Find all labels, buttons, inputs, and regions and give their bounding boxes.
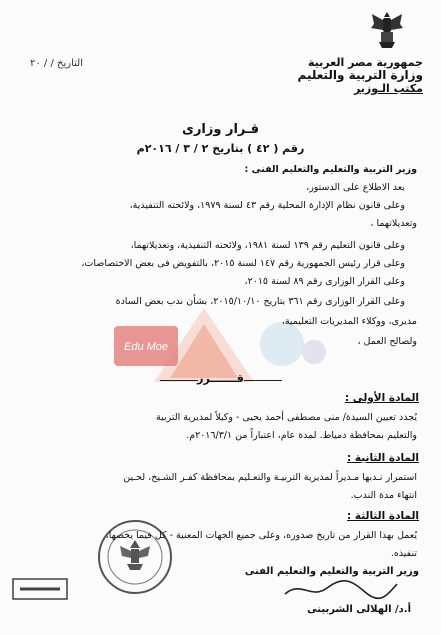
- signatory-name: أ.د/ الهلالى الشربينى: [307, 604, 411, 615]
- preamble-line: وعلى القرار الوزارى رقم ٣٦١ بتاريخ ٢٠١٥/١٠/١٠، بشأن ندب بعض السادة: [115, 296, 405, 307]
- signature-title: وزير التربية والتعليم والتعليم الفنى: [244, 566, 419, 577]
- article-title: المادة الأولى :: [344, 392, 419, 404]
- decree-number: رقم ( ٤٢ ) بتاريخ ٢ / ٣ / ٢٠١٦م: [136, 142, 305, 155]
- preamble-line: بعد الاطلاع على الدستور،: [306, 182, 405, 193]
- preamble-line: وعلى قانون نظام الإدارة المحلية رقم ٤٣ لسنة ١٩٧٩، ولائحته التنفيذية،: [129, 200, 405, 211]
- article-title: المادة الثالثة :: [347, 510, 419, 522]
- preamble-line: مديرى، ووكلاء المديريات التعليمية،: [281, 316, 417, 327]
- ministry-header: [298, 56, 423, 95]
- preamble-line: وعلى القرار الوزارى رقم ٨٩ لسنة ٢٠١٥،: [244, 276, 405, 287]
- article-line: انتهاء مدة الندب.: [350, 490, 417, 501]
- date-placeholder: التاريخ / / ٢٠: [30, 58, 83, 69]
- republic-label: جمهورية مصر العربية: [308, 56, 423, 69]
- article-line: يُجدد تعيين السيدة/ منى مصطفى أحمد يحيى - وكيلاً لمديرية التربية: [155, 412, 417, 423]
- stamp-icon: [12, 578, 68, 600]
- preamble-line: وعلى قانون التعليم رقم ١٣٩ لسنة ١٩٨١، ولائحته التنفيذية، وتعديلاتهما،: [130, 240, 405, 251]
- article-line: والتعليم بمحافظة دمياط. لمدة عام، اعتباراً من ٢٠١٦/٣/١م.: [186, 430, 417, 441]
- article-line: يُعمل بهذا القرار من تاريخ صدوره، وعلى جميع الجهات المعنية - كل فيما يخصها،: [105, 530, 417, 541]
- office-label: مكتب الـوزير: [353, 82, 423, 95]
- preamble-line: وزير التربية والتعليم والتعليم الفنى :: [244, 164, 417, 175]
- eagle-emblem-icon: [370, 8, 404, 52]
- preamble-line: وتعديلاتهما ،: [370, 218, 417, 229]
- watermark-text: Edu Moe: [123, 341, 169, 353]
- article-line: استمرار نـدبها مـديراً لمديرية التربيـة والتعـليم بمحافظة كفـر الشـيخ، لحـين: [123, 472, 417, 483]
- preamble-line: وعلى قرار رئيس الجمهورية رقم ١٤٧ لسنة ٢٠١٥، بالتفويض فى بعض الاختصاصات،: [81, 258, 405, 269]
- decree-title: قـرار وزارى: [182, 122, 259, 137]
- article-line: تنفيذه.: [390, 548, 417, 559]
- article-title: المادة الثانية :: [347, 452, 419, 464]
- ministry-label: وزارة التربية والتعليم: [297, 68, 423, 82]
- preamble-line: ولصالح العمل ،: [357, 336, 417, 347]
- decides-heading: قـــــــرر: [197, 372, 244, 385]
- handwritten-signature-icon: [281, 578, 401, 602]
